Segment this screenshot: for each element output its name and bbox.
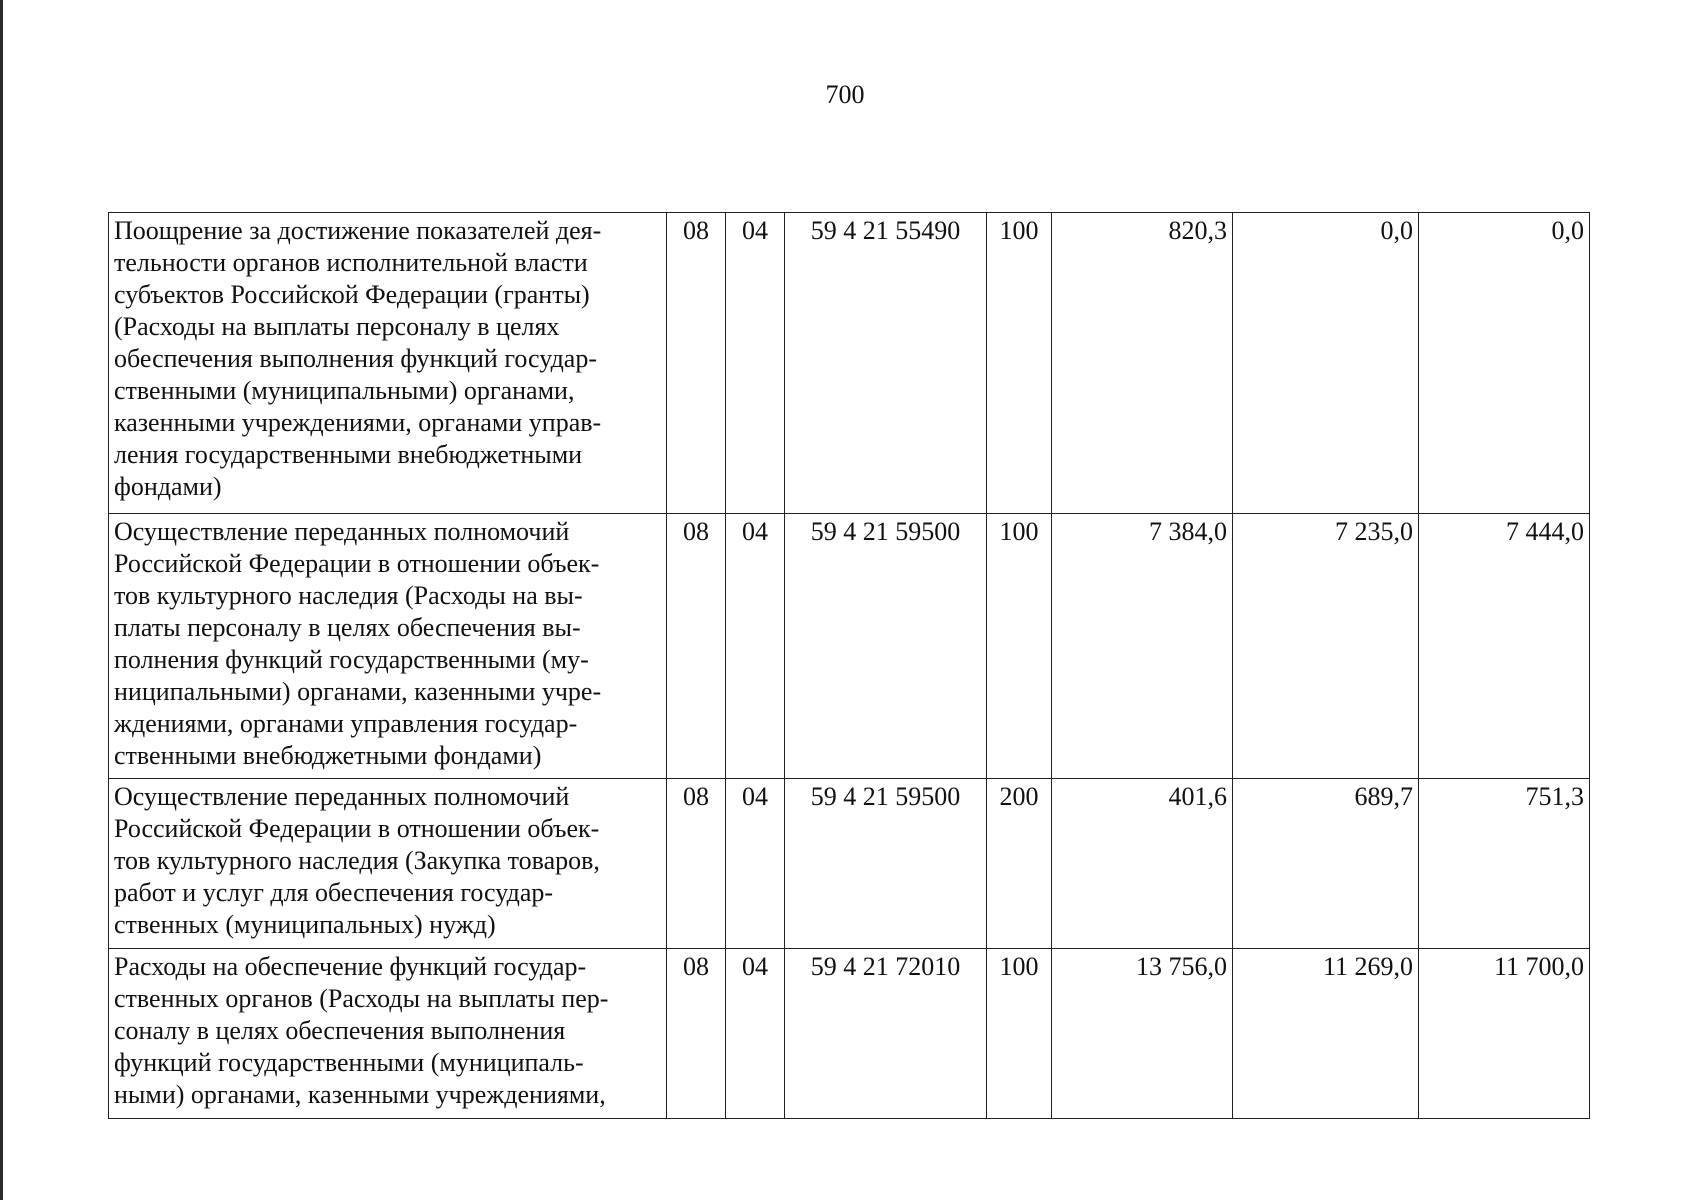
expense-name-line: функций государственными (муниципаль- <box>114 1048 584 1077</box>
expense-type-cell: 100 <box>987 514 1052 779</box>
expense-name-cell <box>109 779 667 949</box>
expense-name-line: тов культурного наследия (Закупка товаров, <box>114 846 600 875</box>
amount-year3-cell: 11 700,0 <box>1419 949 1590 1119</box>
expense-name-line: тов культурного наследия (Расходы на вы- <box>114 581 583 610</box>
expense-name-line: казенными учреждениями, органами управ- <box>114 408 602 437</box>
expense-type-cell: 100 <box>987 213 1052 514</box>
scan-edge-line <box>0 0 3 1200</box>
expense-name-line: ными) органами, казенными учреждениями, <box>114 1080 606 1109</box>
budget-table <box>108 212 1590 1119</box>
expense-name-line: ственными (муниципальными) органами, <box>114 376 575 405</box>
expense-name-line: Осуществление переданных полномочий <box>114 517 570 546</box>
expense-name-line: (Расходы на выплаты персоналу в целях <box>114 312 560 341</box>
table-body <box>109 213 1590 1119</box>
amount-year2-cell: 7 235,0 <box>1233 514 1419 779</box>
expense-name-line: полнения функций государственными (му- <box>114 645 589 674</box>
amount-year2-cell: 689,7 <box>1233 779 1419 949</box>
expense-name-line: субъектов Российской Федерации (гранты) <box>114 280 590 309</box>
subsection-code-cell: 04 <box>726 949 785 1119</box>
target-article-cell: 59 4 21 55490 <box>785 213 987 514</box>
table-row <box>109 514 1590 779</box>
expense-type-cell: 200 <box>987 779 1052 949</box>
amount-year1-cell: 7 384,0 <box>1052 514 1233 779</box>
subsection-code-cell: 04 <box>726 779 785 949</box>
amount-year3-cell: 751,3 <box>1419 779 1590 949</box>
expense-name-cell <box>109 213 667 514</box>
expense-name-line: ственных органов (Расходы на выплаты пер- <box>114 984 609 1013</box>
amount-year2-cell: 0,0 <box>1233 213 1419 514</box>
expense-name-line: Поощрение за достижение показателей дея- <box>114 216 602 245</box>
expense-name-line: Российской Федерации в отношении объек- <box>114 814 600 843</box>
amount-year1-cell: 401,6 <box>1052 779 1233 949</box>
expense-name-line: соналу в целях обеспечения выполнения <box>114 1016 566 1045</box>
table-row <box>109 949 1590 1119</box>
expense-name-line: ниципальными) органами, казенными учре- <box>114 677 602 706</box>
expense-name-cell <box>109 949 667 1119</box>
table-row <box>109 779 1590 949</box>
amount-year1-cell: 820,3 <box>1052 213 1233 514</box>
expense-name-line: ждениями, органами управления государ- <box>114 709 578 738</box>
target-article-cell: 59 4 21 59500 <box>785 779 987 949</box>
expense-name-line: Осуществление переданных полномочий <box>114 782 570 811</box>
expense-name-line: платы персоналу в целях обеспечения вы- <box>114 613 581 642</box>
expense-name-line: ственными внебюджетными фондами) <box>114 741 542 770</box>
subsection-code-cell: 04 <box>726 213 785 514</box>
amount-year3-cell: 7 444,0 <box>1419 514 1590 779</box>
expense-name-line: обеспечения выполнения функций государ- <box>114 344 597 373</box>
expense-type-cell: 100 <box>987 949 1052 1119</box>
amount-year3-cell: 0,0 <box>1419 213 1590 514</box>
expense-name-line: работ и услуг для обеспечения государ- <box>114 878 554 907</box>
table-row <box>109 213 1590 514</box>
expense-name-line: фондами) <box>114 472 222 501</box>
subsection-code-cell: 04 <box>726 514 785 779</box>
section-code-cell: 08 <box>667 213 726 514</box>
expense-name-line: ственных (муниципальных) нужд) <box>114 910 496 939</box>
section-code-cell: 08 <box>667 949 726 1119</box>
section-code-cell: 08 <box>667 514 726 779</box>
expense-name-line: Расходы на обеспечение функций государ- <box>114 952 587 981</box>
expense-name-line: Российской Федерации в отношении объек- <box>114 549 600 578</box>
section-code-cell: 08 <box>667 779 726 949</box>
page-number: 700 <box>825 80 865 109</box>
expense-name-cell <box>109 514 667 779</box>
expense-name-line: тельности органов исполнительной власти <box>114 248 588 277</box>
expense-name-line: ления государственными внебюджетными <box>114 440 583 469</box>
target-article-cell: 59 4 21 72010 <box>785 949 987 1119</box>
amount-year1-cell: 13 756,0 <box>1052 949 1233 1119</box>
target-article-cell: 59 4 21 59500 <box>785 514 987 779</box>
amount-year2-cell: 11 269,0 <box>1233 949 1419 1119</box>
